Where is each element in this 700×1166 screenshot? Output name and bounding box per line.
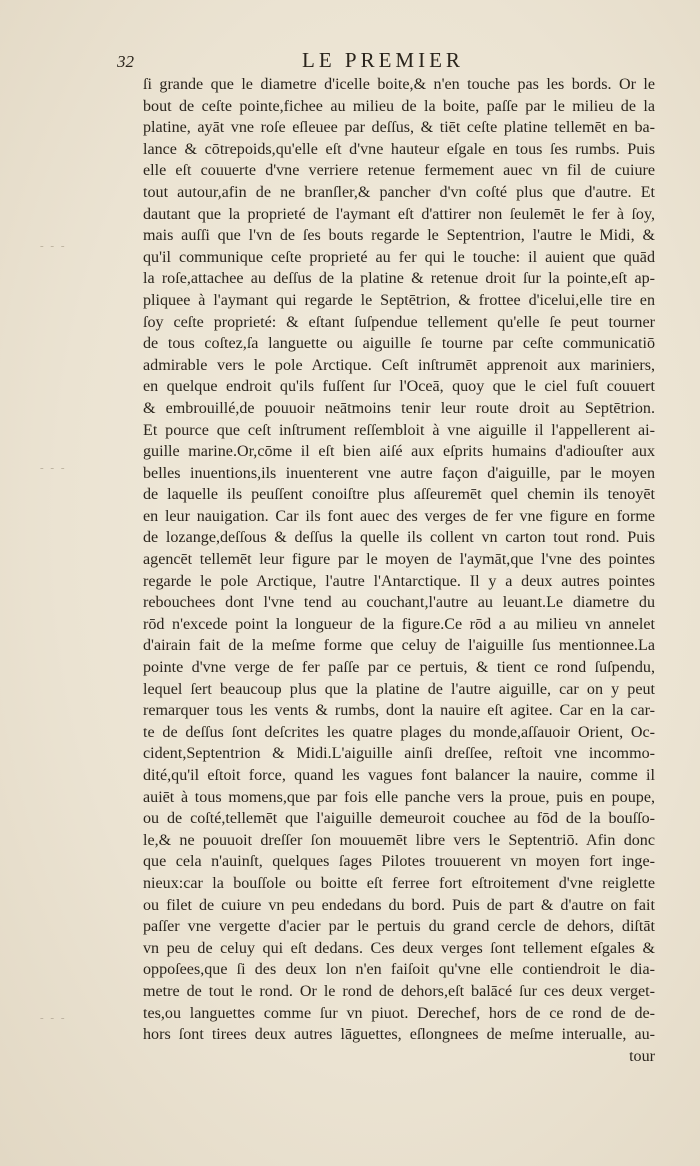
text-line: ſi grande que le diametre d'icelle boite,& n'en touche pas les bords. Or le <box>143 76 655 93</box>
text-line: platine, ayāt vne roſe eſleuee par deſſus, & tiēt ceſte platine tellemēt en ba- <box>143 119 655 137</box>
text-line: en quelque endroit qu'ils fuſſent ſur l'Oceā, quoy que le ciel fuſt couuert <box>143 378 655 396</box>
marginal-mark: - - - <box>40 240 67 252</box>
text-line: la roſe,attachee au deſſus de la platine & retenue droit ſur la pointe,eſt ap- <box>143 270 655 288</box>
text-line: elle eſt couuerte d'vne verriere retenue fermement auec vn fil de cuiure <box>143 162 655 180</box>
text-line: dautant que la proprieté de l'aymant eſt d'attirer non ſeulemēt le fer à ſoy, <box>143 205 655 223</box>
text-line: ſoy ceſte proprieté: & eſtant ſuſpendue tellement qu'elle ſe peut tourner <box>143 313 655 331</box>
text-line: rebouchees dont l'vne tend au couchant,l'autre au leuant.Le diametre du <box>143 594 655 612</box>
text-line: & embrouillé,de pouuoir neātmoins tenir leur route droit au Septētrion. <box>143 399 655 417</box>
text-line: de tous coſtez,ſa languette ou aiguille ſe tourne par ceſte communicatiō <box>143 335 655 353</box>
text-line: lance & cōtrepoids,qu'elle eſt d'vne hauteur eſgale en tous ſes rumbs. Puis <box>143 140 655 158</box>
text-line: ou de coſté,tellemēt que l'aiguille demeuroit couchee au fōd de la bouſſo- <box>143 810 655 828</box>
text-line: tout autour,afin de ne branſler,& pancher d'vn coſté plus que d'autre. Et <box>143 183 655 201</box>
text-line: Et pource que ceſt inſtrument reſſembloit à vne aiguille il l'appellerent ai- <box>143 421 655 439</box>
text-line: remarquer tous les vents & rumbs, dont la nauire eſt agitee. Car en la car- <box>143 702 655 720</box>
text-line: te de deſſus ſont deſcrites les quatre plages du monde,aſſauoir Orient, Oc- <box>143 723 655 741</box>
folio-number: 32 <box>117 52 134 71</box>
text-line: vn peu de celuy qui eſt dedans. Ces deux verges ſont tellement eſgales & <box>143 939 655 957</box>
text-line: paſſer vne vergette d'acier par le pertuis du grand cercle de dehors, diſtāt <box>143 918 655 936</box>
text-line: mais auſſi que l'vn de ſes bouts regarde le Septentrion, l'autre le Midi, & <box>143 227 655 245</box>
text-line: oppoſees,que ſi des deux lon n'en faiſoit qu'vne elle contiendroit le dia- <box>143 961 655 979</box>
text-line: dité,qu'il eſtoit force, quand les vagues font balancer la nauire, comme il <box>143 767 655 784</box>
text-line: que cela n'auinſt, quelques ſages Pilotes trouuerent vn moyen fort inge- <box>143 853 655 871</box>
text-line: le,& ne pouuoit dreſſer ſon mouuemēt libre vers le Septentriō. Afin donc <box>143 831 655 849</box>
text-line: agencēt tellemēt leur figure par le moyen de l'aymāt,que l'vne des pointes <box>143 551 655 569</box>
text-line: pointe d'vne verge de fer paſſe par ce pertuis, & tient ce rond ſuſpendu, <box>143 659 655 677</box>
text-line: de laquelle ils peuſſent conoiſtre plus aſſeuremēt quel chemin ils tenoyēt <box>143 486 655 504</box>
text-line: regarde le pole Arctique, l'autre l'Antarctique. Il y a deux autres pointes <box>143 572 655 590</box>
text-line: belles inuentions,ils inuenterent vne autre façon d'aiguille, par le moyen <box>143 464 655 482</box>
text-line: bout de ceſte pointe,fichee au milieu de la boite, paſſe par le milieu de la <box>143 97 655 115</box>
text-line: en leur nauigation. Car ils font auec des verges de fer vne figure en forme <box>143 507 655 525</box>
text-line: rōd n'excede point la longueur de la figure.Ce rōd a au milieu vn annelet <box>143 615 655 633</box>
body-text <box>143 74 655 1067</box>
text-line: nieux:car la bouſſole ou boitte eſt ferree fort eſtroitement d'vne reiglette <box>143 874 655 892</box>
text-line: hors ſont tirees deux autres lāguettes, eſlongnees de meſme interualle, au- <box>143 1026 655 1044</box>
text-line: guille marine.Or,cōme il eſt bien aiſé aux eſprits humains d'adiouſter aux <box>143 443 655 461</box>
text-line: tes,ou languettes comme ſur vn piuot. Derechef, hors de ce rond de de- <box>143 1004 655 1022</box>
text-line: qu'il communique ceſte proprieté au fer qui le touche: il auient que quād <box>143 248 655 266</box>
running-title: LE PREMIER <box>302 48 464 72</box>
text-line: ou filet de cuiure vn peu endedans du bord. Puis de part & d'autre on fait <box>143 896 655 914</box>
text-line: admirable vers le pole Arctique. Ceſt inſtrumēt apprenoit aux mariniers, <box>143 356 655 374</box>
marginal-mark: - - - <box>40 462 67 474</box>
text-line: cident,Septentrion & Midi.L'aiguille ainſi dreſſee, reſtoit vne incommo- <box>143 745 655 763</box>
text-line: d'airain fait de la meſme forme que celuy de l'aiguille ſus mentionnee.La <box>143 637 655 655</box>
text-line: de lozange,deſſous & deſſus la quelle ils collent vn carton tout rond. Puis <box>143 529 655 547</box>
text-line: lequel ſert beaucoup plus que la platine de l'autre aiguille, car on y peut <box>143 680 655 698</box>
marginal-mark: - - - <box>40 1012 67 1024</box>
text-line: pliquee à l'aymant qui regarde le Septētrion, & frottee d'icelui,elle tire en <box>143 291 655 309</box>
text-line: tour <box>629 1047 655 1065</box>
page-header <box>117 42 657 72</box>
text-line: auiēt à tous momens,que par fois elle panche vers la proue, puis en poupe, <box>143 788 655 806</box>
text-line: metre de tout le rond. Or le rond de dehors,eſt balācé ſur ces deux verget- <box>143 982 655 1000</box>
